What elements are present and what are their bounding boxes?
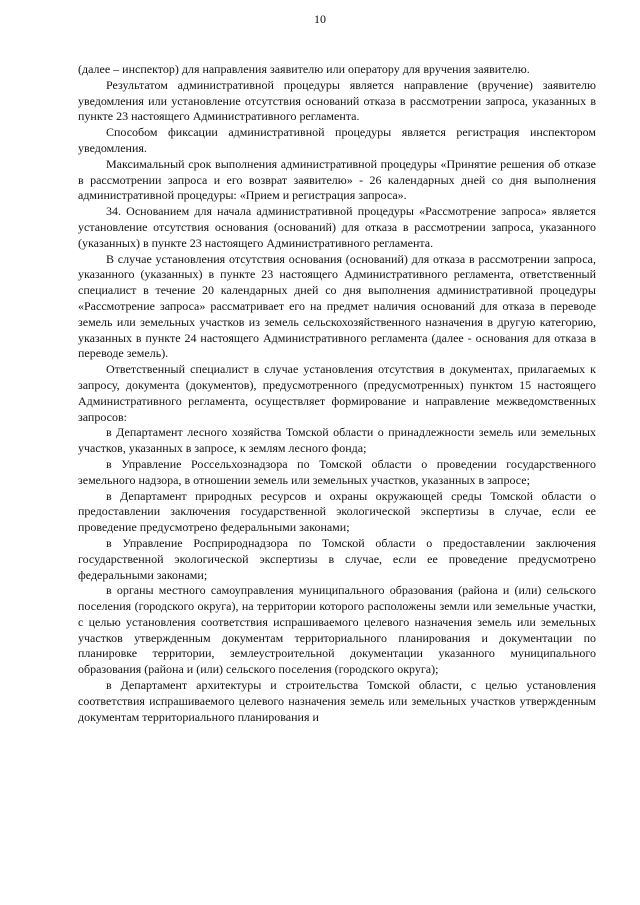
page-number: 10 [314,12,326,26]
paragraph: в Департамент природных ресурсов и охраны окружающей среды Томской области о предоставлении заключения государственной экологической экспертизы в случае, если ее проведение предусмотрено федеральными законами; [78,488,596,535]
paragraph: в Управление Россельхознадзора по Томской области о проведении государственного земельного надзора, в отношении земель или земельных участков, указанных в запросе; [78,456,596,487]
paragraph: в органы местного самоуправления муниципального образования (района и (или) сельского поселения (городского округа), на территории которого расположены земли или земельные участки, с целью установления соответствия испрашиваемого целевого назначения земель или земельных участков утвержденным документам территориального планирования и документации по планировке территории, землеустроительной документации указанного муниципального образования (района и (или) сельского поселения (городского округа); [78,583,596,677]
paragraph: Ответственный специалист в случае установления отсутствия в документах, прилагаемых к запросу, документа (документов), предусмотренного (предусмотренных) пунктом 15 настоящего Административного регламента, осуществляет формирование и направление межведомственных запросов: [78,362,596,424]
paragraph: в Департамент архитектуры и строительства Томской области, с целью установления соответствия испрашиваемого целевого назначения земель или земельных участков утвержденным документам территориального планирования и [78,678,596,724]
paragraph: в Управление Росприроднадзора по Томской области о предоставлении заключения государственной экологической экспертизы в случае, если ее проведение предусмотрено федеральными законами; [78,535,596,582]
paragraph: Результатом административной процедуры является направление (вручение) заявителю уведомления или установление отсутствия оснований отказа в рассмотрении запроса, указанных в пункте 23 настоящего Административного регламента. [78,77,596,124]
paragraph: 34. Основанием для начала административной процедуры «Рассмотрение запроса» является установление отсутствия основания (оснований) для отказа в рассмотрении запроса, указанного (указанных) в пункте 23 настоящего Административного регламента. [78,204,596,250]
paragraph: (далее – инспектор) для направления заявителю или оператору для вручения заявителю. [78,62,530,76]
document-body [78,62,596,725]
paragraph: Способом фиксации административной процедуры является регистрация инспектором уведомления. [78,125,596,155]
paragraph: В случае установления отсутствия основания (оснований) для отказа в рассмотрении запроса, указанного (указанных) в пункте 23 настоящего Административного регламента, ответственный специалист в течение 20 календарных дней со дня выполнения административной процедуры «Рассмотрение запроса» рассматривает его на предмет наличия оснований для отказа в переводе земель или земельных участков из земель сельскохозяйственного назначения в другую категорию, указанных в пункте 24 настоящего Административного регламента (далее - основания для отказа в переводе земель). [78,251,596,361]
paragraph: в Департамент лесного хозяйства Томской области о принадлежности земель или земельных участков, указанных в запросе, к землям лесного фонда; [78,425,596,456]
paragraph: Максимальный срок выполнения административной процедуры «Принятие решения об отказе в рассмотрении запроса и его возврат заявителю» - 26 календарных дней со дня выполнения административной процедуры: «Прием и регистрация запроса». [78,156,596,203]
